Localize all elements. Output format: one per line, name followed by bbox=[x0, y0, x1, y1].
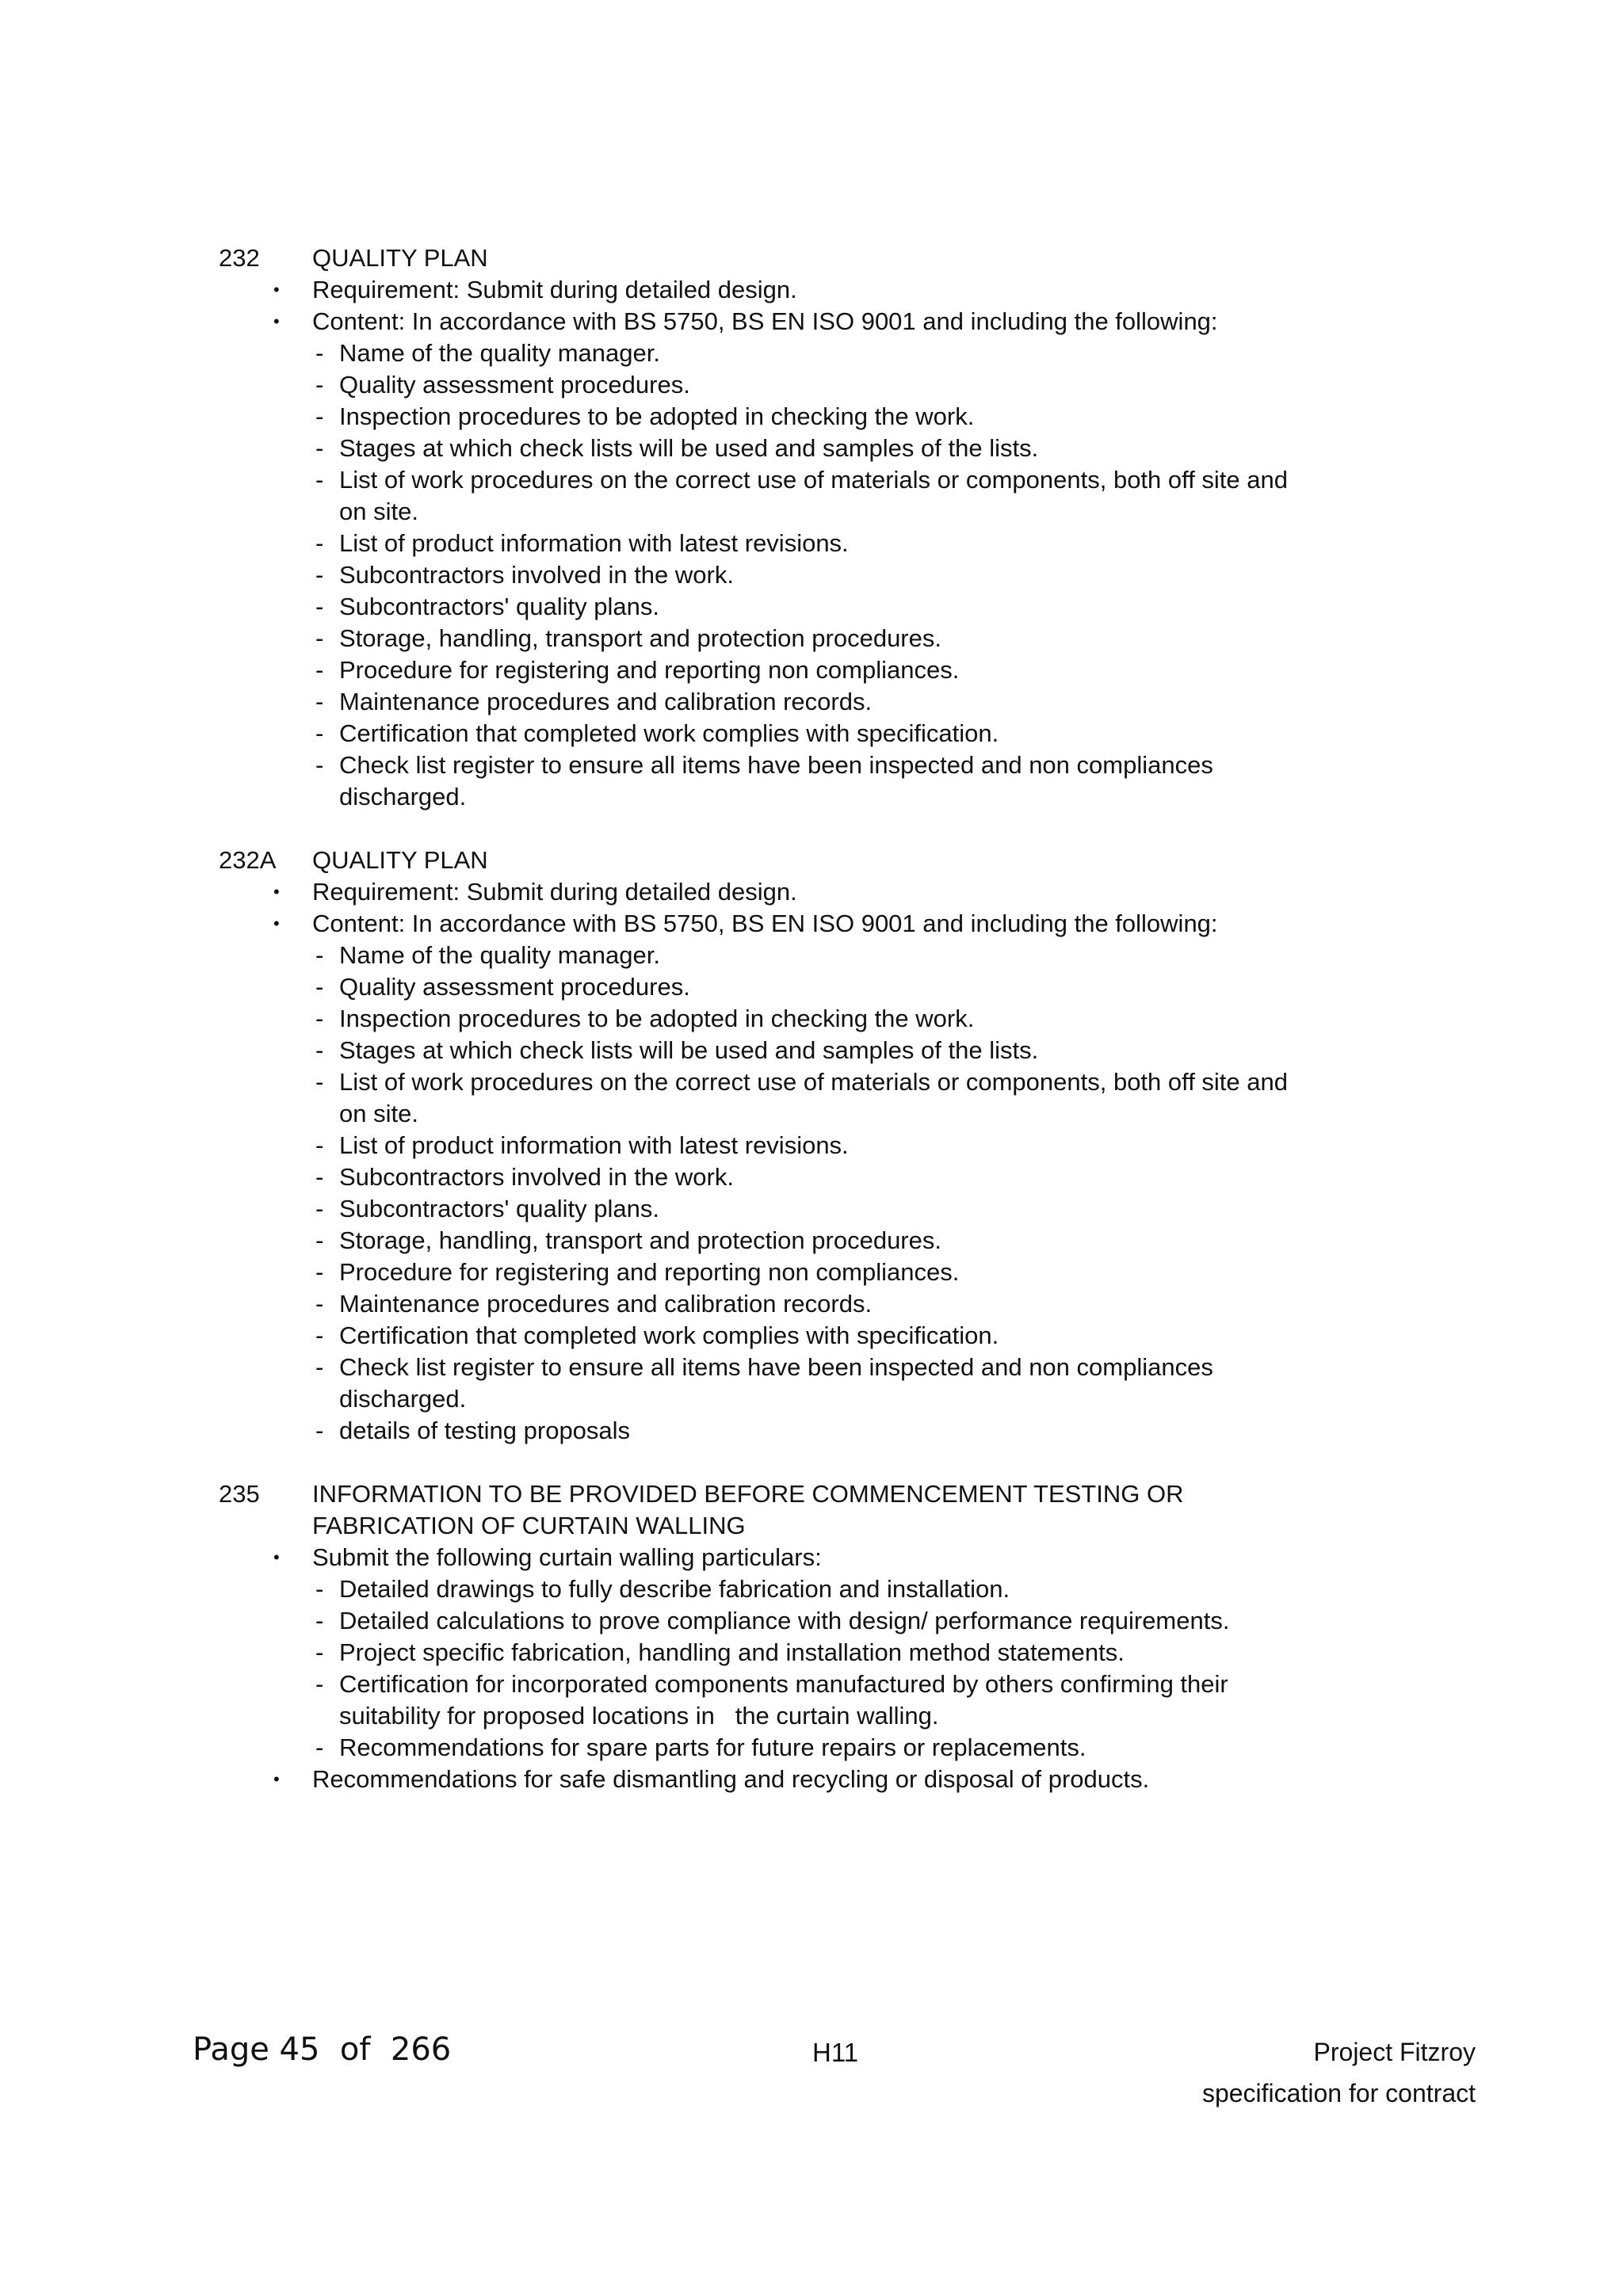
sub-item bbox=[0, 464, 1623, 496]
sub-item-text: List of product information with latest revisions. bbox=[339, 1131, 849, 1159]
bullet-icon: • bbox=[273, 882, 280, 902]
bullet-icon: • bbox=[273, 913, 280, 933]
sub-item-text: Subcontractors' quality plans. bbox=[339, 593, 659, 620]
sub-item bbox=[0, 1003, 1623, 1035]
sub-item bbox=[0, 1605, 1623, 1637]
dash-icon: - bbox=[315, 941, 324, 969]
sub-item bbox=[0, 1193, 1623, 1225]
dash-icon: - bbox=[315, 624, 324, 652]
sub-item-text: List of work procedures on the correct use of materials or components, both off site and bbox=[339, 1068, 1288, 1096]
sub-item-text: Quality assessment procedures. bbox=[339, 371, 690, 399]
sub-item bbox=[0, 1637, 1623, 1669]
dash-icon: - bbox=[315, 434, 324, 462]
footer-project-info bbox=[1202, 2031, 1476, 2114]
sub-item bbox=[0, 1288, 1623, 1320]
sub-item bbox=[0, 1161, 1623, 1193]
dash-icon: - bbox=[315, 402, 324, 430]
bullet-text: Content: In accordance with BS 5750, BS EN ISO 9001 and including the following: bbox=[312, 910, 1218, 937]
dash-icon: - bbox=[315, 656, 324, 684]
sub-item-text: Detailed drawings to fully describe fabrication and installation. bbox=[339, 1575, 1010, 1603]
sub-item-text: List of work procedures on the correct use of materials or components, both off site and bbox=[339, 466, 1288, 494]
sub-item-text: Storage, handling, transport and protection procedures. bbox=[339, 624, 941, 652]
sub-item bbox=[0, 1669, 1623, 1700]
section-code: H11 bbox=[812, 2038, 859, 2067]
sub-item-text: Subcontractors involved in the work. bbox=[339, 1163, 734, 1191]
dash-icon: - bbox=[315, 1258, 324, 1286]
sub-item bbox=[0, 1066, 1623, 1098]
sub-item bbox=[0, 940, 1623, 971]
sub-item bbox=[0, 496, 1623, 528]
page-number: Page 45 of 266 bbox=[193, 2031, 452, 2068]
clause-heading-line bbox=[0, 242, 1623, 274]
dash-icon: - bbox=[315, 1607, 324, 1634]
dash-icon: - bbox=[315, 719, 324, 747]
sub-item-text: Project specific fabrication, handling and installation method statements. bbox=[339, 1638, 1125, 1666]
sub-item-text: Quality assessment procedures. bbox=[339, 973, 690, 1001]
clause-number: 232A bbox=[219, 846, 277, 874]
sub-item bbox=[0, 338, 1623, 369]
bullet-item bbox=[0, 1764, 1623, 1795]
sub-item bbox=[0, 718, 1623, 749]
sub-item-text: Recommendations for spare parts for future repairs or replacements. bbox=[339, 1733, 1086, 1761]
bullet-item bbox=[0, 876, 1623, 908]
dash-icon: - bbox=[315, 751, 324, 779]
sub-item bbox=[0, 1225, 1623, 1257]
sub-item-text: Procedure for registering and reporting non compliances. bbox=[339, 1258, 960, 1286]
sub-item bbox=[0, 591, 1623, 623]
sub-item bbox=[0, 528, 1623, 559]
sub-item bbox=[0, 401, 1623, 433]
dash-icon: - bbox=[315, 1322, 324, 1349]
clause-title: INFORMATION TO BE PROVIDED BEFORE COMMENCEMENT TESTING OR bbox=[312, 1480, 1184, 1508]
bullet-item bbox=[0, 1542, 1623, 1573]
sub-item bbox=[0, 1352, 1623, 1383]
bullet-item bbox=[0, 908, 1623, 940]
bullet-text: Content: In accordance with BS 5750, BS EN ISO 9001 and including the following: bbox=[312, 307, 1218, 335]
clause-heading-line bbox=[0, 1510, 1623, 1542]
dash-icon: - bbox=[315, 466, 324, 494]
sub-item-text: Name of the quality manager. bbox=[339, 339, 660, 367]
sub-item bbox=[0, 559, 1623, 591]
dash-icon: - bbox=[315, 561, 324, 589]
sub-item-text: Inspection procedures to be adopted in checking the work. bbox=[339, 402, 975, 430]
dash-icon: - bbox=[315, 529, 324, 557]
clause bbox=[0, 242, 1623, 813]
sub-item bbox=[0, 1700, 1623, 1732]
bullet-item bbox=[0, 274, 1623, 306]
bullet-text: Requirement: Submit during detailed design. bbox=[312, 878, 797, 906]
clause bbox=[0, 1478, 1623, 1795]
sub-item bbox=[0, 1098, 1623, 1130]
clause-title: FABRICATION OF CURTAIN WALLING bbox=[312, 1512, 746, 1539]
sub-item-text: Name of the quality manager. bbox=[339, 941, 660, 969]
dash-icon: - bbox=[315, 593, 324, 620]
sub-item-text: Maintenance procedures and calibration records. bbox=[339, 688, 873, 715]
sub-item-text: List of product information with latest revisions. bbox=[339, 529, 849, 557]
sub-item-text: Storage, handling, transport and protection procedures. bbox=[339, 1226, 941, 1254]
sub-item-text: discharged. bbox=[339, 1385, 467, 1413]
dash-icon: - bbox=[315, 1638, 324, 1666]
sub-item bbox=[0, 623, 1623, 654]
dash-icon: - bbox=[315, 1733, 324, 1761]
sub-item bbox=[0, 749, 1623, 781]
sub-item-text: Certification for incorporated components manufactured by others confirming their bbox=[339, 1670, 1228, 1698]
bullet-icon: • bbox=[273, 1547, 280, 1567]
sub-item-text: details of testing proposals bbox=[339, 1417, 631, 1444]
sub-item-text: Subcontractors involved in the work. bbox=[339, 561, 734, 589]
sub-item bbox=[0, 1573, 1623, 1605]
dash-icon: - bbox=[315, 1575, 324, 1603]
clause-heading-line bbox=[0, 845, 1623, 876]
dash-icon: - bbox=[315, 1353, 324, 1381]
sub-item bbox=[0, 686, 1623, 718]
sub-item bbox=[0, 369, 1623, 401]
dash-icon: - bbox=[315, 688, 324, 715]
sub-item-text: discharged. bbox=[339, 783, 467, 810]
dash-icon: - bbox=[315, 1036, 324, 1064]
dash-icon: - bbox=[315, 339, 324, 367]
dash-icon: - bbox=[315, 1195, 324, 1222]
sub-item-text: Check list register to ensure all items have been inspected and non compliances bbox=[339, 1353, 1213, 1381]
document-type: specification for contract bbox=[1201, 2079, 1476, 2107]
sub-item-text: Procedure for registering and reporting non compliances. bbox=[339, 656, 960, 684]
clause-number: 235 bbox=[219, 1480, 260, 1508]
sub-item-text: Certification that completed work complies with specification. bbox=[339, 719, 999, 747]
bullet-icon: • bbox=[273, 280, 280, 299]
sub-item bbox=[0, 971, 1623, 1003]
sub-item bbox=[0, 654, 1623, 686]
sub-item-text: on site. bbox=[339, 1100, 418, 1127]
sub-item-text: Inspection procedures to be adopted in checking the work. bbox=[339, 1005, 975, 1032]
sub-item-text: Certification that completed work complies with specification. bbox=[339, 1322, 999, 1349]
bullet-icon: • bbox=[273, 311, 280, 331]
dash-icon: - bbox=[315, 1226, 324, 1254]
bullet-text: Requirement: Submit during detailed design. bbox=[312, 276, 797, 303]
sub-item-text: Check list register to ensure all items have been inspected and non compliances bbox=[339, 751, 1213, 779]
dash-icon: - bbox=[315, 1131, 324, 1159]
sub-item-text: Subcontractors' quality plans. bbox=[339, 1195, 659, 1222]
dash-icon: - bbox=[315, 973, 324, 1001]
bullet-item bbox=[0, 306, 1623, 338]
sub-item bbox=[0, 1320, 1623, 1352]
clause-heading-line bbox=[0, 1478, 1623, 1510]
bullet-icon: • bbox=[273, 1769, 280, 1789]
dash-icon: - bbox=[315, 371, 324, 399]
clause bbox=[0, 845, 1623, 1447]
project-name: Project Fitzroy bbox=[1313, 2038, 1476, 2066]
bullet-text: Submit the following curtain walling particulars: bbox=[312, 1543, 822, 1571]
sub-item-text: Stages at which check lists will be used and samples of the lists. bbox=[339, 1036, 1039, 1064]
sub-item-text: on site. bbox=[339, 498, 418, 525]
dash-icon: - bbox=[315, 1068, 324, 1096]
sub-item-text: suitability for proposed locations in the curtain walling. bbox=[339, 1702, 939, 1730]
clause-title: QUALITY PLAN bbox=[312, 846, 488, 874]
dash-icon: - bbox=[315, 1670, 324, 1698]
dash-icon: - bbox=[315, 1163, 324, 1191]
sub-item bbox=[0, 781, 1623, 813]
sub-item-text: Detailed calculations to prove compliance with design/ performance requirements. bbox=[339, 1607, 1230, 1634]
sub-item bbox=[0, 1035, 1623, 1066]
dash-icon: - bbox=[315, 1417, 324, 1444]
bullet-text: Recommendations for safe dismantling and recycling or disposal of products. bbox=[312, 1765, 1150, 1793]
dash-icon: - bbox=[315, 1290, 324, 1318]
clause-title: QUALITY PLAN bbox=[312, 244, 488, 272]
sub-item bbox=[0, 1732, 1623, 1764]
sub-item bbox=[0, 433, 1623, 464]
sub-item-text: Maintenance procedures and calibration records. bbox=[339, 1290, 873, 1318]
sub-item bbox=[0, 1383, 1623, 1415]
dash-icon: - bbox=[315, 1005, 324, 1032]
clause-number: 232 bbox=[219, 244, 260, 272]
sub-item bbox=[0, 1130, 1623, 1161]
sub-item bbox=[0, 1257, 1623, 1288]
sub-item-text: Stages at which check lists will be used and samples of the lists. bbox=[339, 434, 1039, 462]
specification-clauses bbox=[0, 242, 1623, 1795]
sub-item bbox=[0, 1415, 1623, 1447]
